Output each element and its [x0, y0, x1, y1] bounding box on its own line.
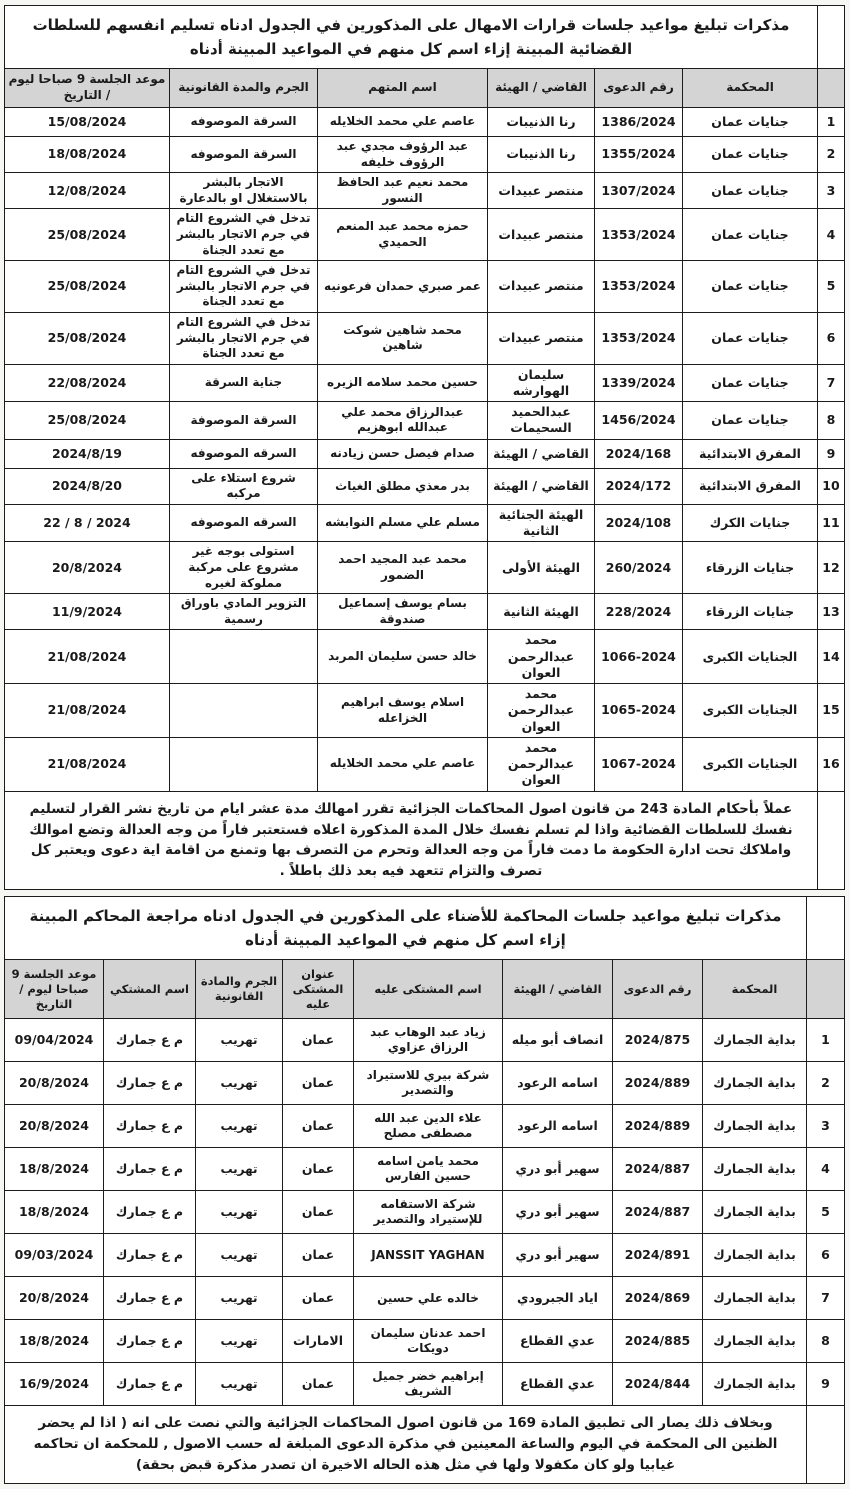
cell-date: 2024/8/20: [4, 468, 169, 504]
cell-date: 21/08/2024: [4, 737, 169, 791]
cell-crime: شروع استلاء على مركبه: [170, 468, 318, 504]
header-court: المحكمة: [703, 960, 807, 1019]
customs-trial-notices-table: [4, 896, 845, 1484]
cell-defendant: عمر صبري حمدان فرعونيه: [318, 261, 488, 313]
cell-num: 3: [818, 173, 845, 209]
cell-defendant: محمد نعيم عبد الحافظ النسور: [318, 173, 488, 209]
cell-crime: استولى بوجه غير مشروع على مركبة مملوكة لغيره: [170, 542, 318, 594]
cell-num: 4: [818, 209, 845, 261]
cell-crime: السرقه الموصوفه: [170, 439, 318, 468]
cell-num: 9: [818, 439, 845, 468]
header-crime: الجرم والمادة القانونية: [196, 960, 283, 1019]
table-row: [4, 364, 844, 402]
cell-num: 9: [807, 1363, 845, 1406]
cell-defendant: علاء الدين عبد الله مصطفى مصلح: [354, 1105, 503, 1148]
header-complainant-name: اسم المشتكي: [104, 960, 196, 1019]
table-row: [4, 1148, 844, 1191]
cell-defendant: محمد شاهين شوكت شاهين: [318, 312, 488, 364]
table-row: [4, 209, 844, 261]
header-court: المحكمة: [683, 69, 818, 108]
cell-case: 1353/2024: [595, 209, 683, 261]
surrender-notices-table: [4, 5, 845, 890]
cell-num: 11: [818, 504, 845, 542]
cell-crime: تهريب: [196, 1234, 283, 1277]
cell-date: 25/08/2024: [4, 402, 169, 440]
cell-date: 18/8/2024: [4, 1191, 103, 1234]
header-case-number: رقم الدعوى: [613, 960, 703, 1019]
cell-judge: سهير أبو دري: [503, 1234, 613, 1277]
cell-address: عمان: [283, 1019, 354, 1062]
cell-date: 2024/8/19: [4, 439, 169, 468]
cell-num: 13: [818, 594, 845, 630]
cell-date: 25/08/2024: [4, 261, 169, 313]
table-row: [4, 504, 844, 542]
cell-judge: الهيئة الجنائية الثانية: [488, 504, 595, 542]
cell-complainant: م ع جمارك: [104, 1191, 196, 1234]
cell-court: جنايات عمان: [683, 364, 818, 402]
table-row: [4, 468, 844, 504]
cell-court: المفرق الابتدائية: [683, 439, 818, 468]
section2-title: مذكرات تبليغ مواعيد جلسات المحاكمة للأضناء على المذكورين في الجدول ادناه مراجعة المحاكم المبينة إزاء اسم كل منهم في المواعيد المبينة أدناه: [4, 897, 806, 960]
cell-crime: تهريب: [196, 1277, 283, 1320]
margin-strip-cell: [807, 897, 845, 960]
cell-court: جنايات عمان: [683, 402, 818, 440]
cell-court: المفرق الابتدائية: [683, 468, 818, 504]
header-defendant-address: عنوان المشتكى عليه: [283, 960, 354, 1019]
section1-title-row: [4, 6, 844, 69]
cell-defendant: خالد حسن سليمان المربد: [318, 630, 488, 684]
cell-judge: انصاف أبو ميله: [503, 1019, 613, 1062]
cell-num: 1: [818, 108, 845, 137]
cell-judge: اياد الجبرودي: [503, 1277, 613, 1320]
cell-judge: رنا الذنيبات: [488, 108, 595, 137]
cell-crime: تدخل في الشروع التام في جرم الاتجار بالبشر مع تعدد الجناة: [170, 312, 318, 364]
cell-case: 1067-2024: [595, 737, 683, 791]
cell-court: بداية الجمارك: [703, 1019, 807, 1062]
table-row: [4, 1363, 844, 1406]
cell-num: 8: [807, 1320, 845, 1363]
cell-case: 2024/889: [613, 1062, 703, 1105]
cell-court: بداية الجمارك: [703, 1191, 807, 1234]
cell-crime: تدخل في الشروع التام في جرم الاتجار بالبشر مع تعدد الجناة: [170, 209, 318, 261]
cell-defendant: محمد يامن اسامه حسين الفارس: [354, 1148, 503, 1191]
cell-judge: محمد عبدالرحمن العوان: [488, 684, 595, 738]
cell-court: جنايات الزرقاء: [683, 542, 818, 594]
cell-crime: تهريب: [196, 1062, 283, 1105]
cell-defendant: اسلام يوسف ابراهيم الخزاعله: [318, 684, 488, 738]
cell-case: 228/2024: [595, 594, 683, 630]
header-session-date: موعد الجلسة 9 صباحا ليوم / التاريخ: [4, 69, 169, 108]
cell-court: جنايات عمان: [683, 108, 818, 137]
article-169-note-row: [4, 1406, 844, 1484]
cell-judge: القاضي / الهيئة: [488, 468, 595, 504]
cell-address: عمان: [283, 1277, 354, 1320]
table-row: [4, 1234, 844, 1277]
cell-num: 6: [818, 312, 845, 364]
cell-num: 5: [807, 1191, 845, 1234]
cell-date: 21/08/2024: [4, 684, 169, 738]
cell-court: جنايات الكرك: [683, 504, 818, 542]
cell-num: 4: [807, 1148, 845, 1191]
table-row: [4, 1320, 844, 1363]
table-row: [4, 108, 844, 137]
cell-judge: اسامه الرعود: [503, 1062, 613, 1105]
cell-court: بداية الجمارك: [703, 1062, 807, 1105]
cell-case: 1066-2024: [595, 630, 683, 684]
cell-crime: السرقة الموصوفه: [170, 108, 318, 137]
cell-case: 2024/168: [595, 439, 683, 468]
header-session-date: موعد الجلسة 9 صباحا ليوم / التاريخ: [4, 960, 103, 1019]
cell-defendant: احمد عدنان سليمان دويكات: [354, 1320, 503, 1363]
cell-num: 7: [807, 1277, 845, 1320]
cell-num: 3: [807, 1105, 845, 1148]
cell-defendant: بسام يوسف إسماعيل صندوقة: [318, 594, 488, 630]
header-row-number: [807, 960, 845, 1019]
cell-case: 2024/108: [595, 504, 683, 542]
cell-court: الجنايات الكبرى: [683, 737, 818, 791]
cell-crime: تهريب: [196, 1105, 283, 1148]
table-row: [4, 684, 844, 738]
table-row: [4, 261, 844, 313]
cell-num: 10: [818, 468, 845, 504]
cell-case: 1456/2024: [595, 402, 683, 440]
cell-date: 18/08/2024: [4, 137, 169, 173]
cell-defendant: شركة الاستقامه للإستيراد والتصدير: [354, 1191, 503, 1234]
cell-crime: تهريب: [196, 1320, 283, 1363]
cell-date: 25/08/2024: [4, 209, 169, 261]
cell-date: 20/8/2024: [4, 542, 169, 594]
header-defendant-name: اسم المشتكى عليه: [354, 960, 503, 1019]
cell-judge: منتصر عبيدات: [488, 173, 595, 209]
cell-judge: القاضي / الهيئة: [488, 439, 595, 468]
cell-judge: محمد عبدالرحمن العوان: [488, 737, 595, 791]
table-row: [4, 1019, 844, 1062]
table-row: [4, 1105, 844, 1148]
cell-crime: جناية السرقة: [170, 364, 318, 402]
cell-case: 2024/887: [613, 1191, 703, 1234]
table-row: [4, 630, 844, 684]
cell-defendant: محمد عبد المجيد احمد الضمور: [318, 542, 488, 594]
table-row: [4, 439, 844, 468]
cell-court: جنايات عمان: [683, 173, 818, 209]
cell-case: 2024/885: [613, 1320, 703, 1363]
cell-crime: [170, 684, 318, 738]
table2-header-row: [4, 960, 844, 1019]
cell-judge: محمد عبدالرحمن العوان: [488, 630, 595, 684]
cell-court: الجنايات الكبرى: [683, 684, 818, 738]
cell-court: بداية الجمارك: [703, 1148, 807, 1191]
header-crime: الجرم والمدة القانونية: [170, 69, 318, 108]
article-169-note: وبخلاف ذلك يصار الى تطبيق المادة 169 من قانون اصول المحاكمات الجزائية والتي نصت على انه ( اذا لم يحضر الظنين الى المحكمة في اليوم والساعة المعينين في مذكرة الدعوى المبلغة له حسب الاصول , للمحكمة ان تحاكمه غيابيا ولو كان مكفولا ولها في مثل هذه الحاله الاخيرة ان تصدر مذكرة قبض بحقة): [4, 1406, 806, 1484]
cell-date: 21/08/2024: [4, 630, 169, 684]
cell-case: 2024/869: [613, 1277, 703, 1320]
cell-date: 09/03/2024: [4, 1234, 103, 1277]
cell-defendant: شركة بيري للاستيراد والتصدير: [354, 1062, 503, 1105]
cell-court: بداية الجمارك: [703, 1277, 807, 1320]
cell-date: 20/8/2024: [4, 1277, 103, 1320]
cell-num: 6: [807, 1234, 845, 1277]
cell-judge: منتصر عبيدات: [488, 312, 595, 364]
cell-num: 7: [818, 364, 845, 402]
cell-address: عمان: [283, 1105, 354, 1148]
cell-case: 2024/889: [613, 1105, 703, 1148]
cell-court: جنايات الزرقاء: [683, 594, 818, 630]
cell-date: 18/8/2024: [4, 1148, 103, 1191]
cell-defendant: عبد الرؤوف مجدي عبد الرؤوف خليفه: [318, 137, 488, 173]
cell-case: 1353/2024: [595, 312, 683, 364]
cell-case: 2024/172: [595, 468, 683, 504]
cell-case: 260/2024: [595, 542, 683, 594]
header-case-number: رقم الدعوى: [595, 69, 683, 108]
cell-defendant: زياد عبد الوهاب عبد الرزاق عزاوي: [354, 1019, 503, 1062]
cell-num: 14: [818, 630, 845, 684]
table-row: [4, 594, 844, 630]
cell-court: بداية الجمارك: [703, 1320, 807, 1363]
cell-complainant: م ع جمارك: [104, 1363, 196, 1406]
cell-date: 22 / 8 / 2024: [4, 504, 169, 542]
table-row: [4, 173, 844, 209]
header-judge: القاضي / الهيئة: [503, 960, 613, 1019]
cell-num: 2: [807, 1062, 845, 1105]
cell-judge: الهيئة الأولى: [488, 542, 595, 594]
cell-defendant: JANSSIT YAGHAN: [354, 1234, 503, 1277]
cell-defendant: مسلم علي مسلم النوابشه: [318, 504, 488, 542]
cell-case: 2024/887: [613, 1148, 703, 1191]
cell-crime: [170, 630, 318, 684]
cell-crime: تهريب: [196, 1191, 283, 1234]
cell-judge: رنا الذنيبات: [488, 137, 595, 173]
section1-title: مذكرات تبليغ مواعيد جلسات قرارات الامهال على المذكورين في الجدول ادناه تسليم انفسهم للسلطات القضائية المبينة إزاء اسم كل منهم في المواعيد المبينة أدناه: [4, 6, 817, 69]
cell-court: بداية الجمارك: [703, 1234, 807, 1277]
cell-case: 2024/891: [613, 1234, 703, 1277]
cell-crime: السرقة الموصوفة: [170, 402, 318, 440]
cell-address: الامارات: [283, 1320, 354, 1363]
cell-complainant: م ع جمارك: [104, 1062, 196, 1105]
cell-defendant: حمزه محمد عبد المنعم الحميدي: [318, 209, 488, 261]
cell-date: 09/04/2024: [4, 1019, 103, 1062]
cell-judge: الهيئة الثانية: [488, 594, 595, 630]
cell-defendant: حسين محمد سلامه الزيره: [318, 364, 488, 402]
cell-judge: سهير أبو دري: [503, 1148, 613, 1191]
table-row: [4, 1062, 844, 1105]
table-row: [4, 542, 844, 594]
cell-date: 15/08/2024: [4, 108, 169, 137]
cell-judge: عدي القطاع: [503, 1320, 613, 1363]
cell-court: جنايات عمان: [683, 137, 818, 173]
table-row: [4, 1191, 844, 1234]
cell-court: جنايات عمان: [683, 312, 818, 364]
header-row-number: [818, 69, 845, 108]
cell-date: 20/8/2024: [4, 1062, 103, 1105]
table-row: [4, 312, 844, 364]
section2-title-row: [4, 897, 844, 960]
cell-defendant: عاصم علي محمد الخلايله: [318, 737, 488, 791]
cell-court: بداية الجمارك: [703, 1105, 807, 1148]
margin-strip-cell: [818, 6, 845, 69]
cell-defendant: عاصم علي محمد الخلايله: [318, 108, 488, 137]
cell-court: الجنايات الكبرى: [683, 630, 818, 684]
cell-crime: تدخل في الشروع التام في جرم الاتجار بالبشر مع تعدد الجناة: [170, 261, 318, 313]
cell-address: عمان: [283, 1234, 354, 1277]
cell-judge: عدي القطاع: [503, 1363, 613, 1406]
cell-num: 15: [818, 684, 845, 738]
cell-defendant: عبدالرزاق محمد علي عبدالله ابوهزيم: [318, 402, 488, 440]
cell-case: 1386/2024: [595, 108, 683, 137]
cell-crime: الاتجار بالبشر بالاستغلال او بالدعارة: [170, 173, 318, 209]
cell-crime: [170, 737, 318, 791]
cell-date: 25/08/2024: [4, 312, 169, 364]
cell-judge: اسامه الرعود: [503, 1105, 613, 1148]
cell-defendant: إبراهيم خضر جميل الشريف: [354, 1363, 503, 1406]
cell-case: 2024/875: [613, 1019, 703, 1062]
margin-strip-cell: [807, 1406, 845, 1484]
cell-crime: السرقة الموصوفه: [170, 137, 318, 173]
cell-address: عمان: [283, 1191, 354, 1234]
cell-judge: منتصر عبيدات: [488, 261, 595, 313]
cell-complainant: م ع جمارك: [104, 1234, 196, 1277]
cell-crime: التزوير المادي باوراق رسمية: [170, 594, 318, 630]
cell-judge: سليمان الهوارشه: [488, 364, 595, 402]
cell-address: عمان: [283, 1363, 354, 1406]
cell-defendant: خالده علي حسين: [354, 1277, 503, 1320]
cell-crime: تهريب: [196, 1148, 283, 1191]
header-defendant-name: اسم المتهم: [318, 69, 488, 108]
table-row: [4, 137, 844, 173]
cell-court: جنايات عمان: [683, 209, 818, 261]
cell-court: جنايات عمان: [683, 261, 818, 313]
cell-judge: عبدالحميد السحيمات: [488, 402, 595, 440]
table-row: [4, 1277, 844, 1320]
cell-num: 8: [818, 402, 845, 440]
cell-court: بداية الجمارك: [703, 1363, 807, 1406]
cell-complainant: م ع جمارك: [104, 1105, 196, 1148]
article-243-note: عملاً بأحكام المادة 243 من قانون اصول المحاكمات الجزائية تقرر امهالك مدة عشر ايام من تاريخ نشر القرار لتسليم نفسك للسلطات القضائية واذا لم تسلم نفسك خلال المدة المذكورة اعلاه فستعتبر فاراً من وجه العدالة وتضع اموالك واملاكك تحت ادارة الحكومة ما دمت فاراً من وجه العدالة وتحرم من التصرف بها وتمنع من اقامة اية دعوى ويعتبر كل تصرف والتزام تتعهد فيه بعد ذلك باطلاً .: [4, 791, 817, 890]
header-judge: القاضي / الهيئة: [488, 69, 595, 108]
cell-case: 1339/2024: [595, 364, 683, 402]
cell-date: 20/8/2024: [4, 1105, 103, 1148]
cell-complainant: م ع جمارك: [104, 1277, 196, 1320]
cell-case: 1353/2024: [595, 261, 683, 313]
cell-judge: سهير أبو دري: [503, 1191, 613, 1234]
table-row: [4, 402, 844, 440]
cell-case: 1065-2024: [595, 684, 683, 738]
cell-complainant: م ع جمارك: [104, 1320, 196, 1363]
table-row: [4, 737, 844, 791]
cell-crime: السرقه الموصوفه: [170, 504, 318, 542]
cell-case: 1355/2024: [595, 137, 683, 173]
cell-date: 18/8/2024: [4, 1320, 103, 1363]
cell-num: 12: [818, 542, 845, 594]
cell-address: عمان: [283, 1062, 354, 1105]
cell-date: 11/9/2024: [4, 594, 169, 630]
cell-date: 12/08/2024: [4, 173, 169, 209]
cell-num: 2: [818, 137, 845, 173]
cell-num: 5: [818, 261, 845, 313]
cell-address: عمان: [283, 1148, 354, 1191]
cell-crime: تهريب: [196, 1363, 283, 1406]
cell-date: 22/08/2024: [4, 364, 169, 402]
cell-case: 1307/2024: [595, 173, 683, 209]
cell-date: 16/9/2024: [4, 1363, 103, 1406]
cell-complainant: م ع جمارك: [104, 1019, 196, 1062]
cell-judge: منتصر عبيدات: [488, 209, 595, 261]
cell-complainant: م ع جمارك: [104, 1148, 196, 1191]
margin-strip-cell: [818, 791, 845, 890]
cell-case: 2024/844: [613, 1363, 703, 1406]
cell-defendant: صدام فيصل حسن زيادنه: [318, 439, 488, 468]
table1-header-row: [4, 69, 844, 108]
article-243-note-row: [4, 791, 844, 890]
cell-num: 1: [807, 1019, 845, 1062]
cell-crime: تهريب: [196, 1019, 283, 1062]
cell-num: 16: [818, 737, 845, 791]
cell-defendant: بدر معذي مطلق الغياث: [318, 468, 488, 504]
